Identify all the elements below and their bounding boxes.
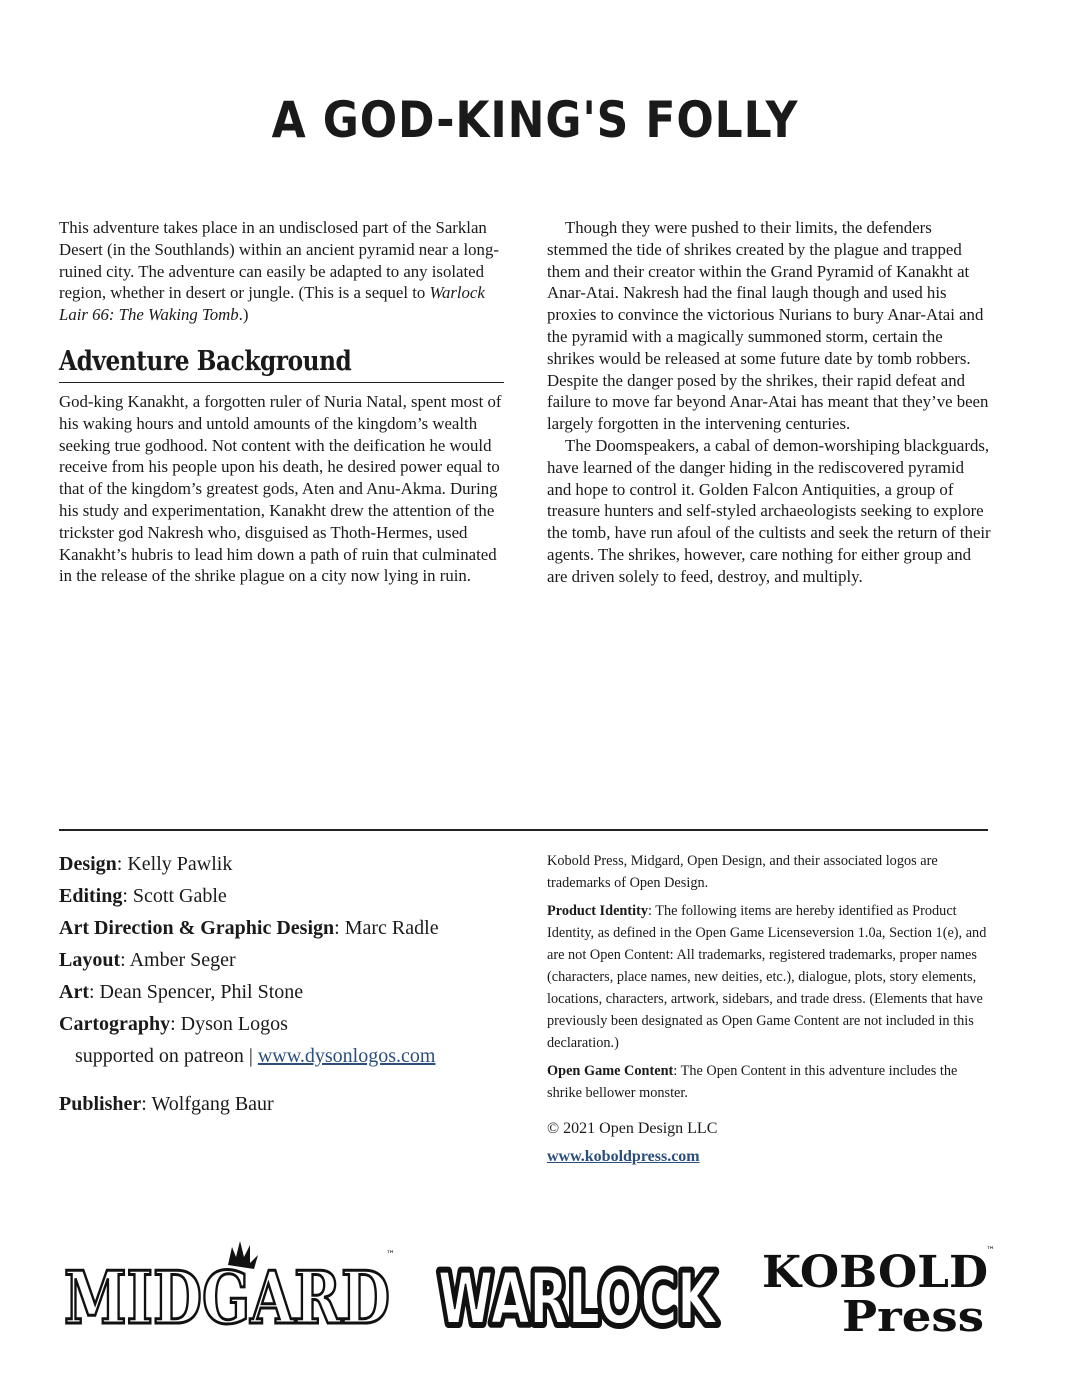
credits-block [59,848,509,1120]
right-paragraph-1: Though they were pushed to their limits, the defenders stemmed the tide of shrikes created by the plague and trapped them and their creator within the Grand Pyramid of Kanakht at Anar-Atai. Nakresh had the final laugh though and used his proxies to convince the victorious Nurians to bury Anar-Atai and the pyramid with a magically summoned storm, certain the shrikes would be released at some future date by tomb robbers. Despite the danger posed by the shrikes, their rapid defeat and failure to move far beyond Anar-Atai has meant that they’ve been largely forgotten in the intervening centuries. [547,218,989,434]
koboldpress-link[interactable]: www.koboldpress.com [547,1148,700,1165]
patreon-note: supported on patreon | [75,1045,258,1067]
credit-value: Scott Gable [132,885,227,907]
intro-italic-title: Warlock Lair 66: The Waking Tomb [59,283,485,325]
credit-value: Wolfgang Baur [151,1093,274,1115]
ogc-text: : The Open Content in this adventure includes the shrike bellower monster. [547,1063,958,1101]
midgard-wordmark: MIDGARD [64,1255,390,1335]
credit-editing: Editing: Scott Gable [59,885,227,907]
credit-label: Editing [59,885,123,907]
product-identity [547,900,987,1054]
logo-row [0,1235,1070,1345]
credit-value: Marc Radle [344,917,439,939]
warlock-logo [434,1243,724,1339]
credit-cartography: Cartography: Dyson Logos [59,1013,288,1035]
trademark-symbol: ™ [386,1250,395,1260]
credit-label: Art Direction & Graphic Design [59,917,335,939]
divider [59,829,988,831]
midgard-logo [60,1235,400,1335]
right-column [547,217,992,588]
credit-art: Art: Dean Spencer, Phil Stone [59,981,304,1003]
credit-label: Art [59,981,89,1003]
credit-label: Publisher [59,1093,142,1115]
trademark-notice: Kobold Press, Midgard, Open Design, and their associated logos are trademarks of Open Design. [547,853,938,891]
right-paragraph-2: The Doomspeakers, a cabal of demon-worshiping blackguards, have learned of the danger hiding in the rediscovered pyramid and hope to control it. Golden Falcon Antiquities, a group of treasure hunters and self-styled archaeologists seeking to explore the tomb, have run afoul of the cultists and seek the return of their agents. The shrikes, however, care nothing for either group and are driven solely to feed, destroy, and multiply. [547,435,991,586]
section-heading-text: Adventure Background [59,345,352,377]
credit-publisher: Publisher: Wolfgang Baur [59,1093,274,1115]
product-identity-label: Product Identity [547,903,649,919]
product-identity-text: : The following items are hereby identified as Product Identity, as defined in the Open Game Licenseversion 1.0a, Section 1(e), and are not Open Content: All trademarks, registered trademarks, proper names (characters, place names, new deities, etc.), dialogue, plots, story elements, locations, characters, artwork, sidebars, and trade dress. (Elements that have previously been designated as Open Game Content are not included in this declaration.) [547,903,987,1051]
credit-art-direction: Art Direction & Graphic Design: Marc Radle [59,917,439,939]
intro-paragraph [59,217,504,326]
intro-text-end: .) [238,305,249,325]
background-paragraph: God-king Kanakht, a forgotten ruler of Nuria Natal, spent most of his waking hours and untold amounts of the kingdom’s wealth seeking true godhood. Not content with the deification he would receive from his people upon his death, he desired power equal to that of the kingdom’s greatest gods, Aten and Anu-Akma. During his study and experimentation, Kanakht drew the attention of the trickster god Nakresh who, disguised as Thoth-Hermes, used Kanakht’s hubris to lead him down a path of ruin that culminated in the release of the shrike plague on a city now lying in ruin. [59,391,502,586]
section-heading [59,344,504,383]
credit-label: Cartography [59,1013,171,1035]
copyright: © 2021 Open Design LLC [547,1120,718,1137]
credit-label: Layout [59,949,121,971]
press-wordmark: Press [842,1292,984,1337]
cartography-note [59,1040,509,1072]
kobold-wordmark: KOBOLD [762,1247,988,1298]
page-title: A GOD-KING'S FOLLY [271,91,799,149]
credit-label: Design [59,853,117,875]
legal-block [547,850,987,1168]
open-game-content [547,1060,987,1104]
credit-design: Design: Kelly Pawlik [59,853,233,875]
credit-layout: Layout: Amber Seger [59,949,236,971]
left-column [59,217,504,587]
kobold-press-logo [758,1241,998,1337]
dysonlogos-link[interactable]: www.dysonlogos.com [257,1045,436,1067]
credit-value: Dyson Logos [180,1013,288,1035]
ogc-label: Open Game Content [547,1063,674,1079]
credit-value: Amber Seger [129,949,236,971]
warlock-wordmark-outline: WARLOCK [438,1258,718,1339]
credit-value: Dean Spencer, Phil Stone [99,981,304,1003]
credit-value: Kelly Pawlik [127,853,233,875]
warlock-wordmark: WARLOCK [438,1258,718,1339]
intro-text: This adventure takes place in an undisclosed part of the Sarklan Desert (in the Southlands) within an ancient pyramid near a long-ruined city. The adventure can easily be adapted to any isolated region, whether in desert or jungle. (This is a sequel to [59,218,499,303]
trademark-symbol: ™ [986,1246,995,1256]
